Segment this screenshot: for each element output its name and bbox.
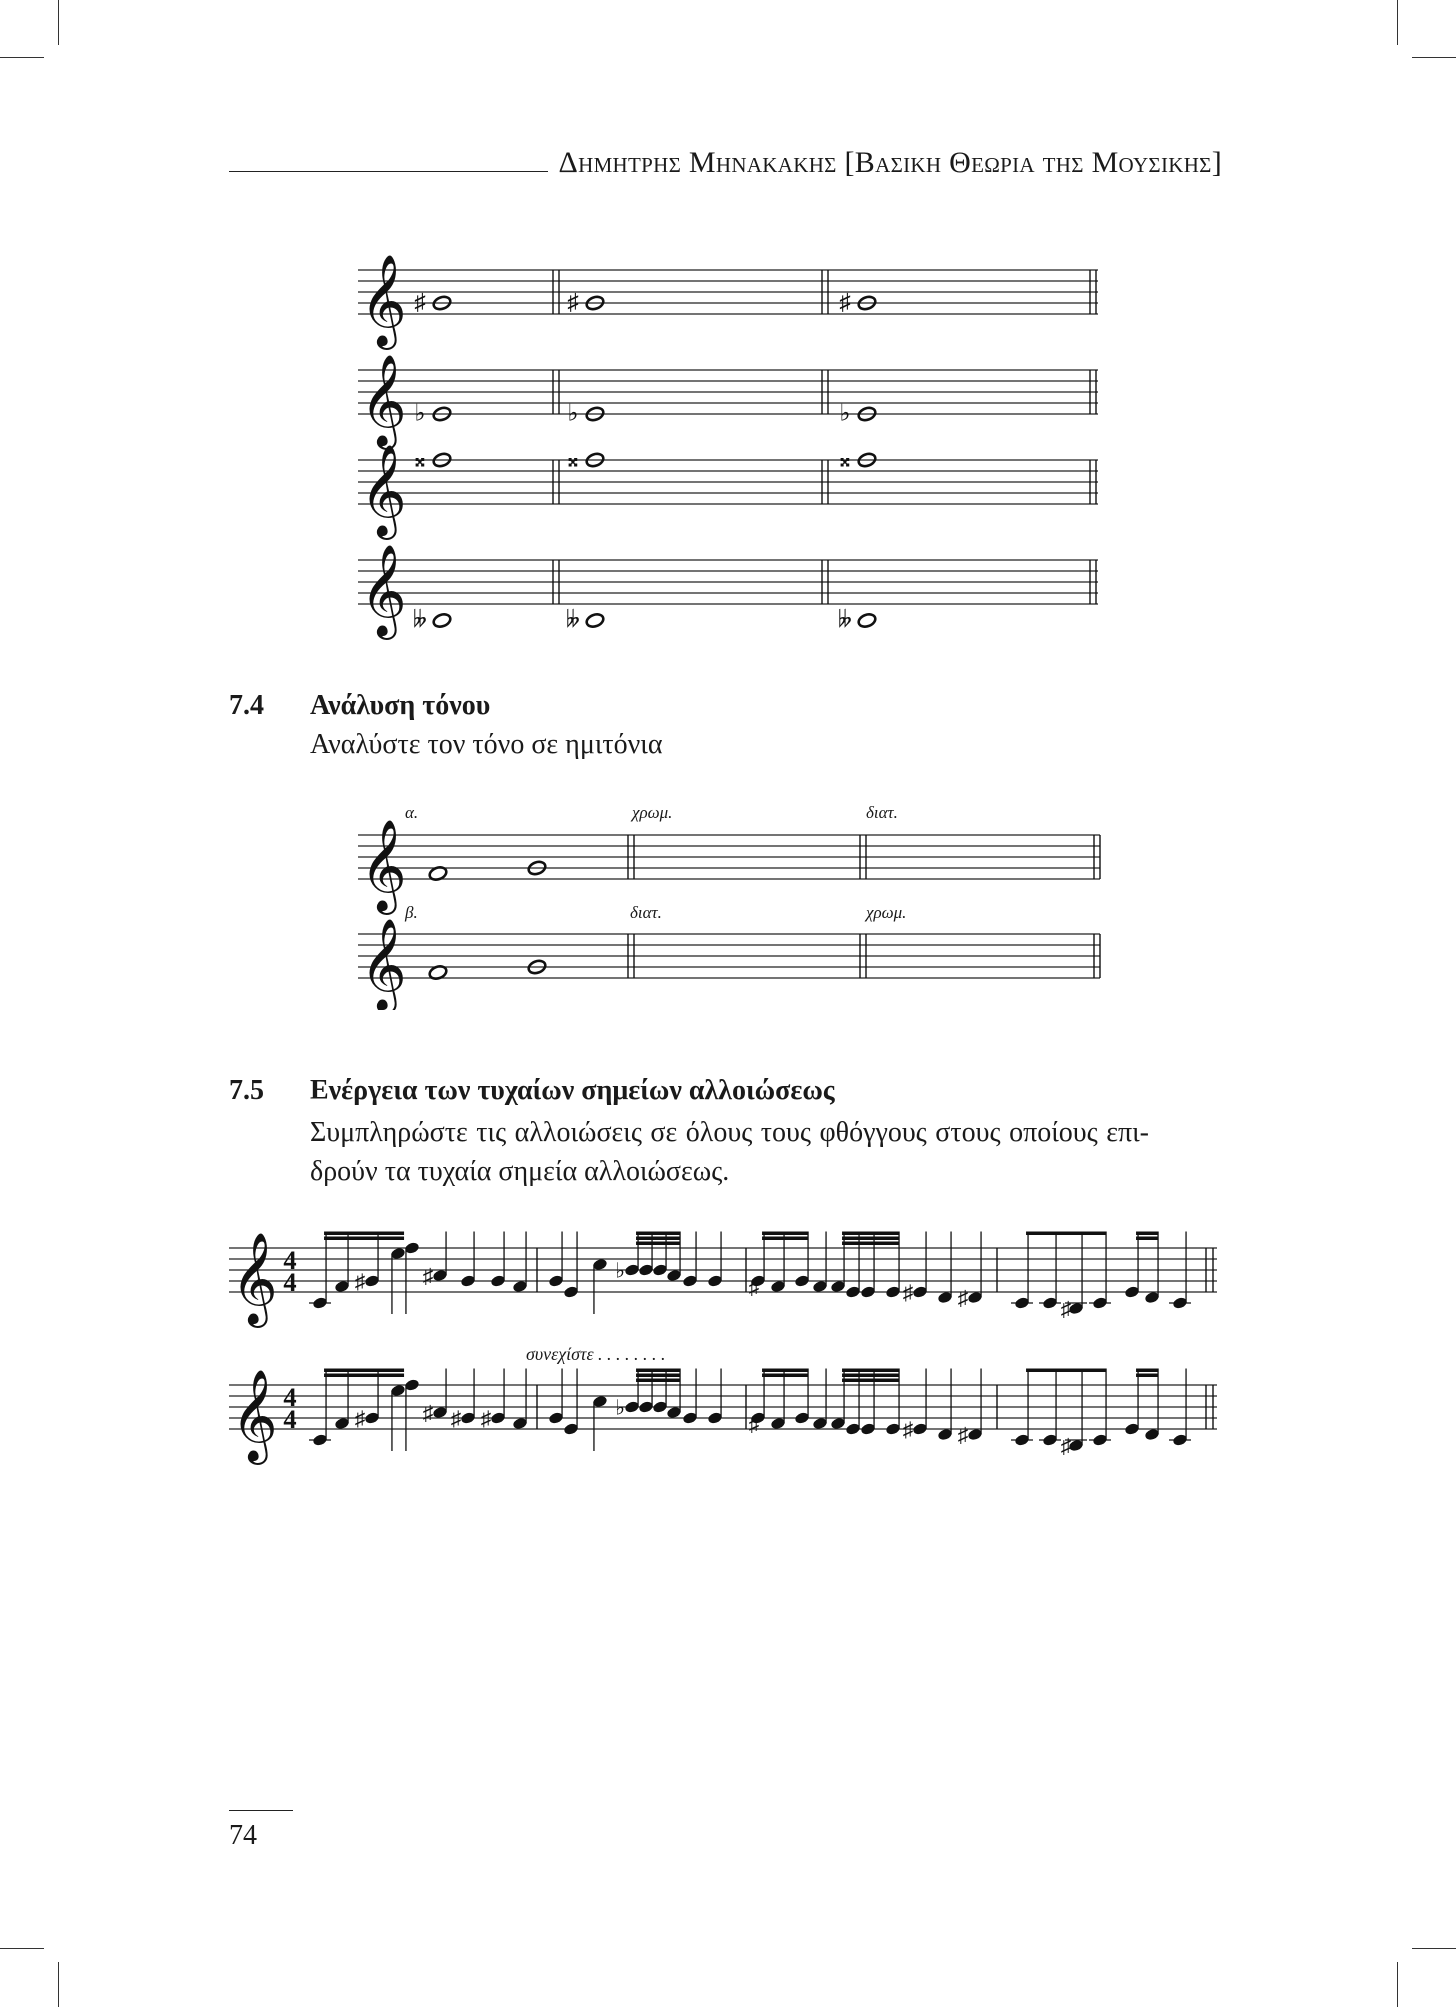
beam [1136,1369,1158,1373]
accidental: ♯ [1060,1297,1072,1322]
accidental: ♭ [414,399,426,426]
accidental: ♭ [615,1395,625,1420]
accidental: ♯ [748,1412,760,1437]
section-7-4-number: 7.4 [229,690,264,721]
time-signature-numerator: 4 [283,1381,297,1412]
beam [636,1237,680,1241]
exercise-7-4-staves [0,790,1456,1010]
accidental: ♯ [567,288,579,315]
section-7-5-instruction-line-1: Συμπληρώστε τις αλλοιώσεις σε όλους τους φθόγγους στους οποίους επι- [310,1117,1149,1148]
beam [636,1379,680,1383]
row-a-measure-3-label: διατ. [866,803,898,822]
accidental: ♯ [902,1417,914,1442]
accidental: ♯ [480,1406,492,1431]
treble-clef: 𝄞 [360,822,407,911]
treble-clef: 𝄞 [231,1235,278,1324]
beam [762,1237,808,1241]
exercise-7-3-staves [0,0,1456,660]
accidental: ♯ [354,1406,366,1431]
beam [1136,1374,1158,1378]
beam [842,1232,899,1236]
beam [636,1369,680,1373]
accidental: 𝄪 [839,445,851,472]
beam [842,1379,899,1383]
beam [1026,1369,1106,1373]
whole-note [857,612,877,629]
accidental: 𝄫 [566,606,580,633]
exercise-7-5-staves [0,1210,1456,1480]
beam [762,1232,808,1236]
beam [324,1237,404,1241]
beam [842,1369,899,1373]
row-b-measure-3-label: χρωμ. [866,903,907,922]
treble-clef: 𝄞 [231,1372,278,1461]
beam [636,1374,680,1378]
row-a-label: α. [405,803,419,822]
crop-mark [1412,1948,1456,1949]
beam [636,1242,680,1246]
accidental: 𝄪 [414,445,426,472]
beam [762,1374,808,1378]
beam [762,1369,808,1373]
row-b-label: β. [405,903,418,922]
beam [842,1374,899,1378]
section-7-5-instruction-line-2: δρούν τα τυχαία σημεία αλλοιώσεως. [310,1156,730,1187]
row-b-measure-2-label: διατ. [630,903,662,922]
beam [842,1237,899,1241]
accidental: 𝄫 [838,606,852,633]
time-signature-denominator: 4 [283,1403,297,1434]
treble-clef: 𝄞 [360,921,407,1010]
accidental: ♯ [957,1423,969,1448]
crop-mark [58,1962,59,2007]
accidental: ♭ [567,399,579,426]
treble-clef: 𝄞 [360,547,407,636]
accidental: ♭ [615,1258,625,1283]
accidental: ♯ [354,1269,366,1294]
beam [1136,1232,1158,1236]
page-number-rule [229,1810,293,1811]
beam [842,1242,899,1246]
beam [1136,1237,1158,1241]
treble-clef: 𝄞 [360,357,407,446]
accidental: ♯ [839,288,851,315]
whole-note [585,612,605,629]
continue-label: συνεχίστε . . . . . . . . [526,1344,666,1364]
time-signature-numerator: 4 [283,1244,297,1275]
section-7-4-title: Ανάλυση τόνου [310,690,491,721]
page-number: 74 [229,1820,257,1851]
accidental: 𝄪 [567,445,579,472]
beam [324,1374,404,1378]
whole-note [432,612,452,629]
accidental: ♯ [957,1286,969,1311]
accidental: ♭ [839,399,851,426]
beam [1026,1232,1106,1236]
treble-clef: 𝄞 [360,447,407,536]
treble-clef: 𝄞 [360,257,407,346]
section-7-5-title: Ενέργεια των τυχαίων σημείων αλλοιώσεως [310,1075,835,1106]
accidental: ♯ [450,1406,462,1431]
time-signature-denominator: 4 [283,1266,297,1297]
beam [324,1369,404,1373]
accidental: ♯ [902,1280,914,1305]
section-7-4-instruction: Αναλύστε τον τόνο σε ημιτόνια [310,729,663,760]
accidental: ♯ [422,1401,434,1426]
header-book-title: [Βασικη Θεωρια της Μουσικης] [844,146,1222,179]
beam [324,1232,404,1236]
row-a-measure-2-label: χρωμ. [632,803,673,822]
beam [636,1232,680,1236]
accidental: ♯ [1060,1434,1072,1459]
section-7-5-number: 7.5 [229,1075,264,1106]
crop-mark [1397,1962,1398,2007]
accidental: ♯ [748,1275,760,1300]
crop-mark [0,1948,44,1949]
accidental: 𝄫 [413,606,427,633]
header-author: Δημητρης Μηνακακης [558,146,837,179]
accidental: ♯ [422,1264,434,1289]
accidental: ♯ [414,288,426,315]
